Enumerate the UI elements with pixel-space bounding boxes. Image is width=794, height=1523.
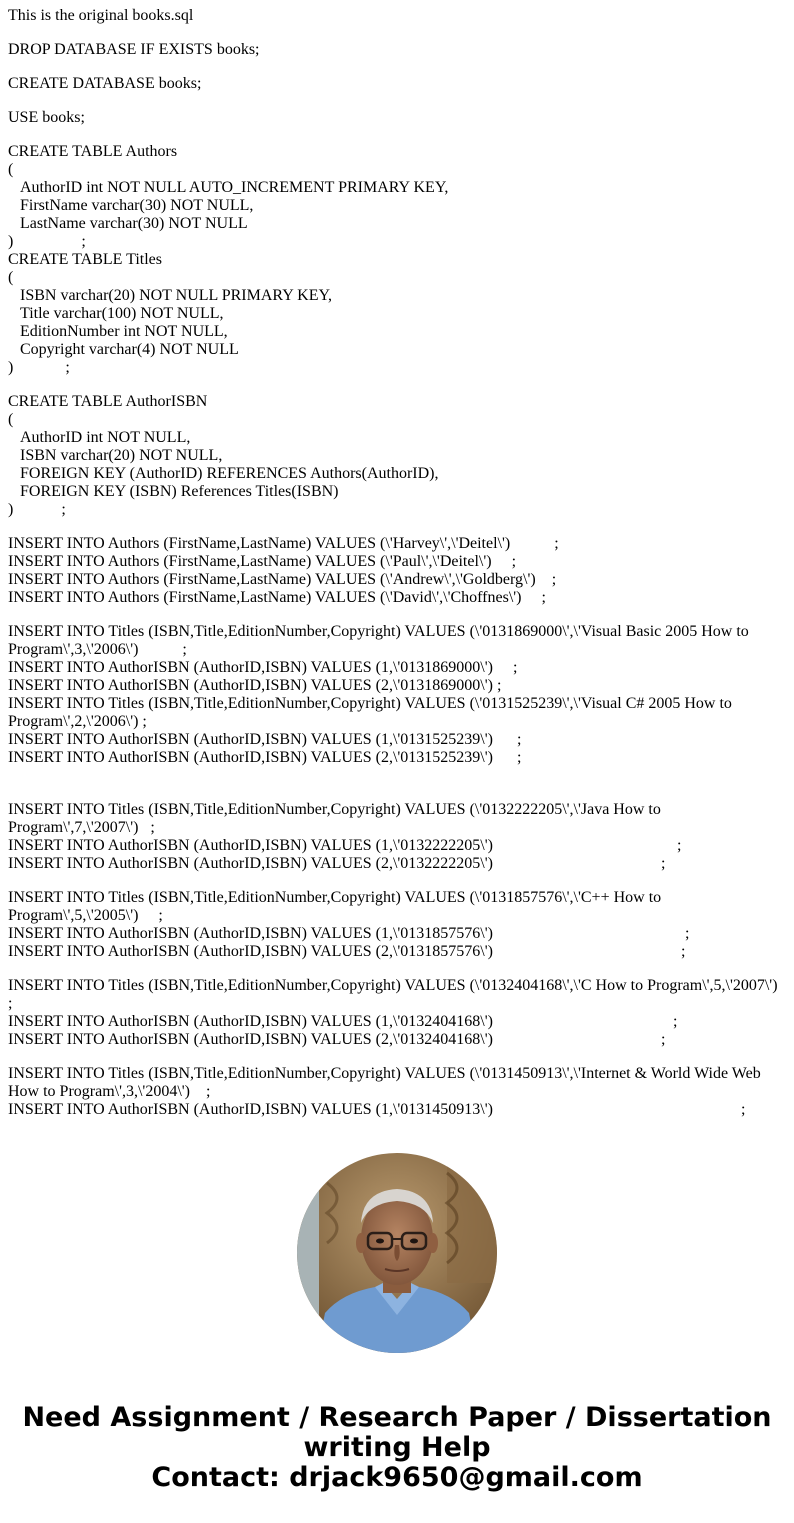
sql-paragraph: [8, 1065, 778, 1119]
sql-line: INSERT INTO AuthorISBN (AuthorID,ISBN) VALUES (1,\'0131525239\') ;: [8, 731, 522, 748]
sql-line: Title varchar(100) NOT NULL,: [8, 305, 224, 322]
sql-paragraph: [8, 41, 778, 59]
sql-paragraph: [8, 143, 778, 377]
author-photo: [297, 1153, 497, 1353]
sql-line: INSERT INTO AuthorISBN (AuthorID,ISBN) VALUES (2,\'0131869000\') ;: [8, 677, 502, 694]
sql-line: (: [8, 161, 14, 178]
sql-line: INSERT INTO AuthorISBN (AuthorID,ISBN) VALUES (1,\'0131857576\') ;: [8, 925, 690, 942]
sql-line: INSERT INTO AuthorISBN (AuthorID,ISBN) VALUES (2,\'0132404168\') ;: [8, 1031, 666, 1048]
sql-paragraph: [8, 535, 778, 607]
sql-line: FOREIGN KEY (AuthorID) REFERENCES Authors(AuthorID),: [8, 465, 439, 482]
sql-line: AuthorID int NOT NULL,: [8, 429, 191, 446]
banner-line-1: Need Assignment / Research Paper / Dissertation: [22, 1402, 772, 1433]
sql-line: INSERT INTO Titles (ISBN,Title,EditionNumber,Copyright) VALUES (\'0132404168\',\'C How to Program\',5,\'2007\') ;: [8, 977, 778, 1012]
sql-line: INSERT INTO AuthorISBN (AuthorID,ISBN) VALUES (1,\'0132222205\') ;: [8, 837, 682, 854]
sql-line: INSERT INTO AuthorISBN (AuthorID,ISBN) VALUES (1,\'0132404168\') ;: [8, 1013, 678, 1030]
sql-line: (: [8, 411, 14, 428]
sql-line: AuthorID int NOT NULL AUTO_INCREMENT PRIMARY KEY,: [8, 179, 449, 196]
sql-line: EditionNumber int NOT NULL,: [8, 323, 228, 340]
banner-contact: Contact: drjack9650@gmail.com: [151, 1462, 643, 1493]
sql-line: DROP DATABASE IF EXISTS books;: [8, 41, 260, 58]
sql-paragraph: [8, 109, 778, 127]
sql-line: INSERT INTO AuthorISBN (AuthorID,ISBN) VALUES (2,\'0131525239\') ;: [8, 749, 522, 766]
sql-line: CREATE TABLE AuthorISBN: [8, 393, 208, 410]
sql-line: INSERT INTO AuthorISBN (AuthorID,ISBN) VALUES (1,\'0131450913\') ;: [8, 1101, 746, 1118]
sql-line: Copyright varchar(4) NOT NULL: [8, 341, 239, 358]
sql-line: FirstName varchar(30) NOT NULL,: [8, 197, 254, 214]
sql-line: LastName varchar(30) NOT NULL: [8, 215, 248, 232]
sql-line: INSERT INTO Authors (FirstName,LastName) VALUES (\'Paul\',\'Deitel\') ;: [8, 553, 517, 570]
sql-paragraph: [8, 801, 778, 873]
sql-line: ISBN varchar(20) NOT NULL PRIMARY KEY,: [8, 287, 332, 304]
sql-line: ) ;: [8, 233, 86, 250]
sql-line: INSERT INTO Authors (FirstName,LastName) VALUES (\'David\',\'Choffnes\') ;: [8, 589, 546, 606]
sql-paragraph: [8, 889, 778, 961]
sql-line: CREATE TABLE Authors: [8, 143, 178, 160]
sql-line: INSERT INTO AuthorISBN (AuthorID,ISBN) VALUES (1,\'0131869000\') ;: [8, 659, 518, 676]
banner-line-2: writing Help: [303, 1432, 491, 1463]
sql-line: INSERT INTO AuthorISBN (AuthorID,ISBN) VALUES (2,\'0132222205\') ;: [8, 855, 666, 872]
sql-line: ) ;: [8, 501, 66, 518]
sql-paragraph: [8, 977, 778, 1049]
sql-line: INSERT INTO AuthorISBN (AuthorID,ISBN) VALUES (2,\'0131857576\') ;: [8, 943, 686, 960]
sql-line: ) ;: [8, 359, 70, 376]
sql-document: [8, 7, 778, 1122]
sql-line: ISBN varchar(20) NOT NULL,: [8, 447, 223, 464]
contact-banner: [0, 1403, 794, 1493]
sql-line: INSERT INTO Authors (FirstName,LastName) VALUES (\'Harvey\',\'Deitel\') ;: [8, 535, 559, 552]
sql-line: INSERT INTO Titles (ISBN,Title,EditionNumber,Copyright) VALUES (\'0131857576\',\'C++ How to Program\',5,\'2005\') ;: [8, 889, 666, 924]
sql-line: USE books;: [8, 109, 85, 126]
sql-line: CREATE TABLE Titles: [8, 251, 163, 268]
sql-line: (: [8, 269, 14, 286]
sql-line: INSERT INTO Authors (FirstName,LastName) VALUES (\'Andrew\',\'Goldberg\') ;: [8, 571, 557, 588]
sql-paragraph: [8, 393, 778, 519]
sql-line: FOREIGN KEY (ISBN) References Titles(ISBN): [8, 483, 339, 500]
sql-line: INSERT INTO Titles (ISBN,Title,EditionNumber,Copyright) VALUES (\'0132222205\',\'Java How to Program\',7,\'2007\') ;: [8, 801, 665, 836]
sql-line: CREATE DATABASE books;: [8, 75, 202, 92]
sql-line: INSERT INTO Titles (ISBN,Title,EditionNumber,Copyright) VALUES (\'0131450913\',\'Internet & World Wide Web How to Program\',3,\'2004\') ;: [8, 1065, 765, 1100]
sql-paragraph: [8, 75, 778, 93]
sql-paragraph: [8, 623, 778, 767]
sql-line: INSERT INTO Titles (ISBN,Title,EditionNumber,Copyright) VALUES (\'0131525239\',\'Visual C# 2005 How to Program\',2,\'2006\') ;: [8, 695, 736, 730]
sql-paragraph: [8, 7, 778, 25]
portrait-image: [297, 1153, 497, 1353]
sql-line: INSERT INTO Titles (ISBN,Title,EditionNumber,Copyright) VALUES (\'0131869000\',\'Visual Basic 2005 How to Program\',3,\'2006\') ;: [8, 623, 753, 658]
sql-line: This is the original books.sql: [8, 7, 194, 24]
